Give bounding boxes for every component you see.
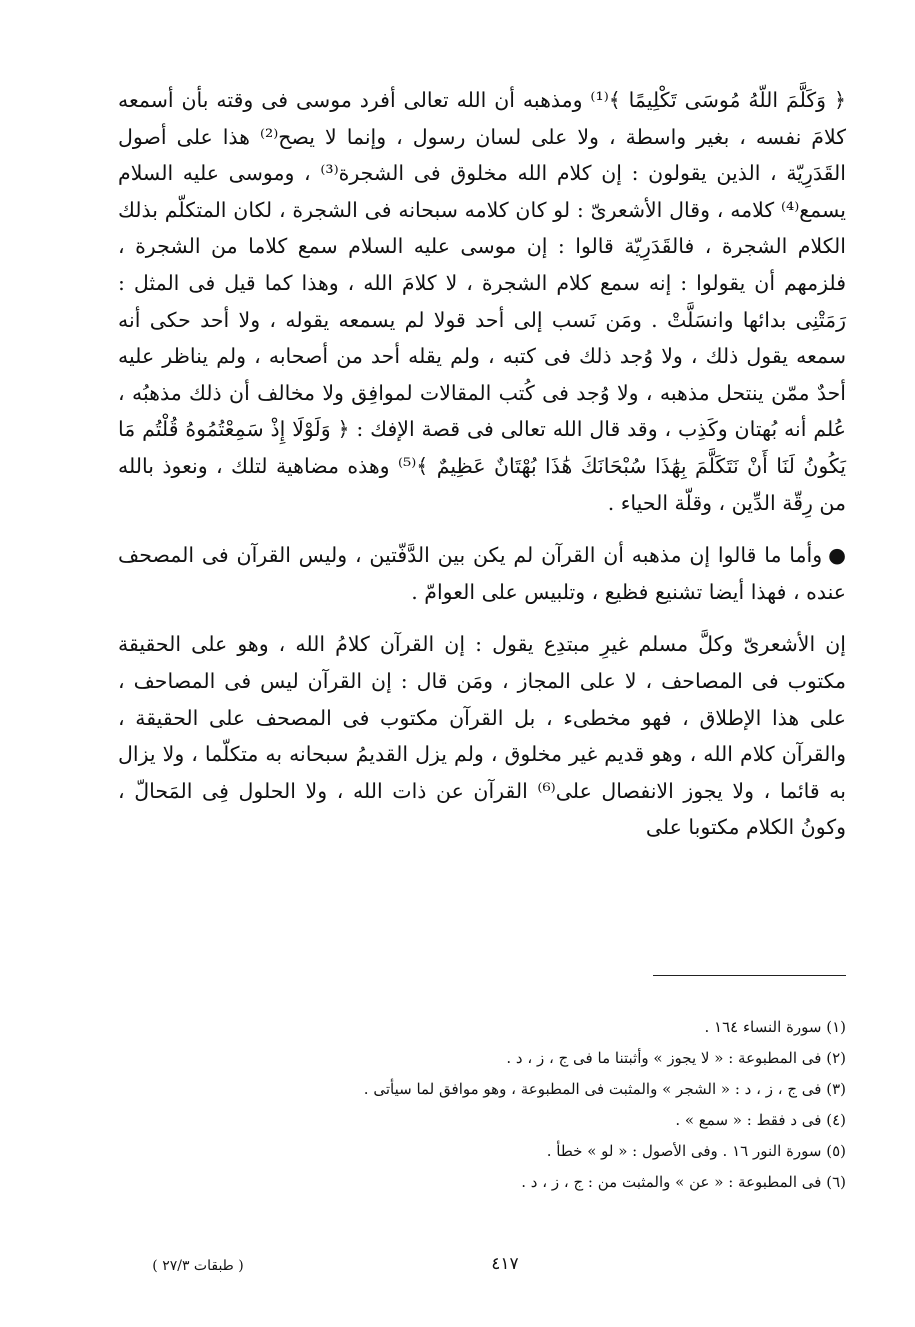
footnote-2: (٢) فى المطبوعة : « لا يجوز » وأثبتنا ما فى ج ، ز ، د . (506, 1049, 846, 1067)
page-number: ٤١٧ (491, 1254, 519, 1274)
main-text (118, 82, 846, 846)
footnote-separator (653, 975, 846, 976)
footnote-3: (٣) فى ج ، ز ، د : « الشجر » والمثبت فى المطبوعة ، وهو موافق لما سيأتى . (363, 1080, 846, 1098)
paragraph-2-text: وأما ما قالوا إن مذهبه أن القرآن لم يكن بين الدَّفّتين ، وليس القرآن فى المصحف عنده ، فهذا أيضا تشنيع فظيع ، وتلبيس على العوامّ . (118, 543, 846, 604)
paragraph-2 (118, 537, 846, 610)
printer-signature: ( طبقات ٢٧/٣ ) (152, 1258, 244, 1274)
paragraph-1: ﴿ وَكَلَّمَ اللّهُ مُوسَى تَكْلِيمًا ﴾⁽¹⁾ ومذهبه أن الله تعالى أفرد موسى فى وقته بأن أسمعه كلامَ نفسه ، بغير واسطة ، ولا على لسان رسول ، وإنما لا يصح⁽²⁾ هذا على أصول القَدَرِيّة ، الذين يقولون : إن كلام الله مخلوق فى الشجرة⁽³⁾ ، وموسى عليه السلام يسمع⁽⁴⁾ كلامه ، وقال الأشعرىّ : لو كان كلامه سبحانه فى الشجرة ، لكان المتكلّم بذلك الكلام الشجرة ، فالقَدَرِيّة قالوا : إن موسى عليه السلام سمع كلاما من الشجرة ، فلزمهم أن يقولوا : إنه سمع كلام الشجرة ، لا كلامَ الله ، وهذا كما قيل فى المثل : رَمَتْنِى بدائها وانسَلَّتْ . ومَن نَسب إلى أحد قولا لم يسمعه يقوله ، ولا أحد حكى أنه سمعه يقول ذلك ، ولا وُجد ذلك فى كتبه ، ولم يقله أحد من أصحابه ، ولم يناظر عليه أحدٌ ممّن ينتحل مذهبه ، ولا وُجد فى كُتب المقالات لموافِق ولا مخالف أن ذلك مذهبُه ، عُلم أنه بُهتان وكَذِب ، وقد قال الله تعالى فى قصة الإفك : ﴿ وَلَوْلَا إِذْ سَمِعْتُمُوهُ قُلْتُم مَا يَكُونُ لَنَا أَنْ نَتَكَلَّمَ بِهَٰذَا سُبْحَانَكَ هَٰذَا بُهْتَانٌ عَظِيمٌ ﴾⁽⁵⁾ وهذه مضاهية لتلك ، ونعوذ بالله من رِقّة الدِّين ، وقلّة الحياء . (118, 88, 846, 515)
footnote-1: (١) سورة النساء ١٦٤ . (704, 1018, 846, 1036)
paragraph-3: إن الأشعرىّ وكلَّ مسلم غيرِ مبتدِع يقول : إن القرآن كلامُ الله ، وهو على الحقيقة مكتوب فى المصاحف ، لا على المجاز ، ومَن قال : إن القرآن ليس فى المصاحف ، على هذا الإطلاق ، فهو مخطىء ، بل القرآن مكتوب فى المصحف على الحقيقة ، والقرآن كلام الله ، وهو قديم غير مخلوق ، ولم يزل القديمُ سبحانه به متكلّما ، ولا يزال به قائما ، ولا يجوز الانفصال على⁽⁶⁾ القرآن عن ذات الله ، ولا الحلول فِى المَحالّ ، وكونُ الكلام مكتوبا على (118, 632, 846, 840)
footnote-4: (٤) فى د فقط : « سمع » . (675, 1111, 846, 1129)
footnotes (180, 1012, 846, 1198)
footnote-6: (٦) فى المطبوعة : « عن » والمثبت من : ج ، ز ، د . (521, 1173, 846, 1191)
footnote-5: (٥) سورة النور ١٦ . وفى الأصول : « لو » خطأ . (546, 1142, 846, 1160)
bullet-icon: ● (828, 543, 846, 568)
